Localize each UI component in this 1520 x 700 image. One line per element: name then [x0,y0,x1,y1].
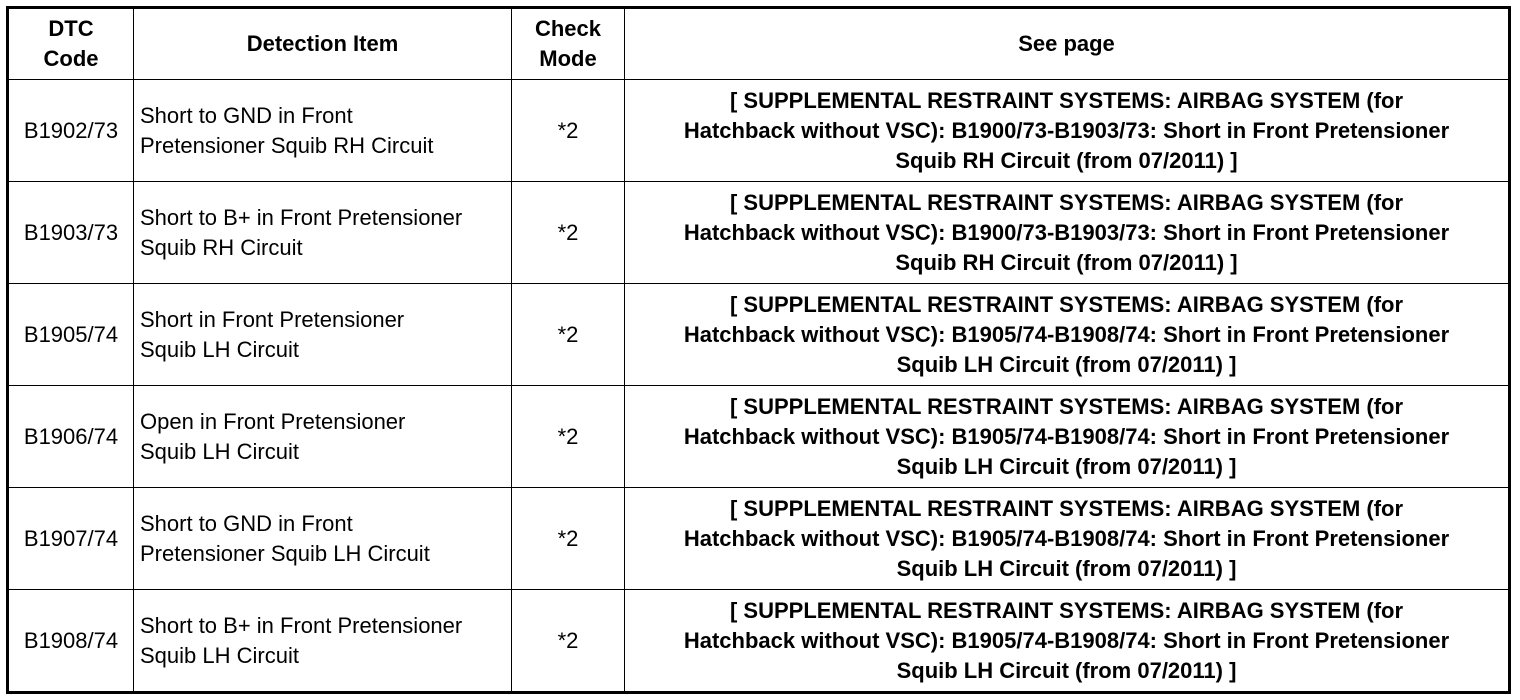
header-see-page-label: See page [1018,31,1115,56]
detection-item-line: Short to B+ in Front Pretensioner [140,204,463,230]
see-page-link-line: Hatchback without VSC): B1905/74-B1908/74: Short in Front Pretensioner [683,321,1450,347]
check-mode-cell: *2 [512,182,625,284]
header-see-page [625,8,1510,80]
see-page-link-line: [ SUPPLEMENTAL RESTRAINT SYSTEMS: AIRBAG SYSTEM (for [729,597,1404,623]
see-page-link-line: Squib RH Circuit (from 07/2011) ] [895,249,1238,275]
see-page-link-line: [ SUPPLEMENTAL RESTRAINT SYSTEMS: AIRBAG SYSTEM (for [729,393,1404,419]
see-page-cell [625,590,1510,693]
detection-item-line: Pretensioner Squib LH Circuit [140,540,430,566]
header-detection-item-label: Detection Item [246,31,399,56]
header-dtc-code [8,8,134,80]
check-mode-cell: *2 [512,590,625,693]
detection-item-cell [134,590,512,693]
header-dtc-code-line: DTC [48,16,94,41]
see-page-cell [625,182,1510,284]
detection-item-cell [134,488,512,590]
detection-item-cell [134,386,512,488]
see-page-link-line: Hatchback without VSC): B1905/74-B1908/74: Short in Front Pretensioner [683,627,1450,653]
see-page-cell [625,386,1510,488]
table-row [8,488,1510,590]
see-page-link-line: Hatchback without VSC): B1900/73-B1903/73: Short in Front Pretensioner [683,117,1450,143]
check-mode-cell: *2 [512,488,625,590]
check-mode-cell: *2 [512,386,625,488]
dtc-code-cell: B1908/74 [8,590,134,693]
see-page-link-line: Hatchback without VSC): B1905/74-B1908/74: Short in Front Pretensioner [683,525,1450,551]
detection-item-line: Squib LH Circuit [140,642,299,668]
see-page-link-line: Hatchback without VSC): B1900/73-B1903/73: Short in Front Pretensioner [683,219,1450,245]
see-page-link-line: [ SUPPLEMENTAL RESTRAINT SYSTEMS: AIRBAG SYSTEM (for [729,495,1404,521]
see-page-link-line: Squib LH Circuit (from 07/2011) ] [896,453,1237,479]
dtc-table [6,6,1511,694]
detection-item-cell [134,80,512,182]
detection-item-line: Short in Front Pretensioner [140,306,405,332]
see-page-cell [625,284,1510,386]
header-check-mode [512,8,625,80]
table-row [8,590,1510,693]
detection-item-line: Squib RH Circuit [140,234,303,260]
detection-item-line: Open in Front Pretensioner [140,408,406,434]
detection-item-cell [134,182,512,284]
see-page-link-line: [ SUPPLEMENTAL RESTRAINT SYSTEMS: AIRBAG SYSTEM (for [729,291,1404,317]
header-detection-item [134,8,512,80]
detection-item-line: Short to GND in Front [140,102,353,128]
table-body [8,80,1510,693]
see-page-link-line: Squib RH Circuit (from 07/2011) ] [895,147,1238,173]
dtc-code-cell: B1907/74 [8,488,134,590]
dtc-code-cell: B1906/74 [8,386,134,488]
see-page-link-line: [ SUPPLEMENTAL RESTRAINT SYSTEMS: AIRBAG SYSTEM (for [729,189,1404,215]
see-page-link-line: Squib LH Circuit (from 07/2011) ] [896,351,1237,377]
detection-item-line: Squib LH Circuit [140,438,299,464]
detection-item-cell [134,284,512,386]
table-row [8,182,1510,284]
detection-item-line: Short to GND in Front [140,510,353,536]
see-page-cell [625,80,1510,182]
header-check-mode-line: Check [534,16,602,41]
table-row [8,386,1510,488]
header-dtc-code-line: Code [43,46,99,71]
check-mode-cell: *2 [512,80,625,182]
see-page-link-line: Hatchback without VSC): B1905/74-B1908/74: Short in Front Pretensioner [683,423,1450,449]
check-mode-cell: *2 [512,284,625,386]
detection-item-line: Pretensioner Squib RH Circuit [140,132,434,158]
dtc-code-cell: B1905/74 [8,284,134,386]
header-row [8,8,1510,80]
see-page-link-line: [ SUPPLEMENTAL RESTRAINT SYSTEMS: AIRBAG SYSTEM (for [729,87,1404,113]
dtc-code-cell: B1902/73 [8,80,134,182]
table-row [8,80,1510,182]
see-page-link-line: Squib LH Circuit (from 07/2011) ] [896,555,1237,581]
detection-item-line: Squib LH Circuit [140,336,299,362]
detection-item-line: Short to B+ in Front Pretensioner [140,612,463,638]
dtc-code-cell: B1903/73 [8,182,134,284]
header-check-mode-line: Mode [539,46,597,71]
see-page-cell [625,488,1510,590]
see-page-link-line: Squib LH Circuit (from 07/2011) ] [896,657,1237,683]
table-row [8,284,1510,386]
